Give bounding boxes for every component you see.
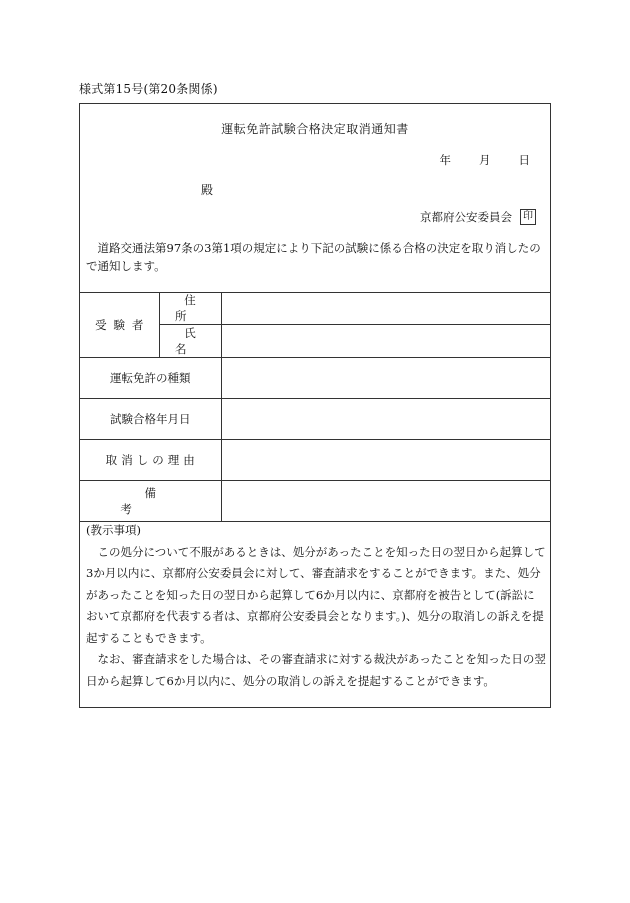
address-value[interactable] [221,292,550,325]
license-type-value[interactable] [221,358,550,399]
name-label: 氏名 [159,325,221,358]
notice-form [79,103,551,708]
date-line [440,152,531,168]
remarks-value[interactable] [221,481,550,522]
instructions-paragraph-2: なお、審査請求をした場合は、その審査請求に対する裁決があったことを知った日の翌日から起算して6か月以内に、処分の取消しの訴えを提起することができます。 [86,652,546,688]
pass-date-label: 試験合格年月日 [80,399,221,440]
instructions-paragraph-1: この処分について不服があるときは、処分があったことを知った日の翌日から起算して3か月以内に、京都府公安委員会に対して、審査請求をすることができます。また、処分があったことを知った日の翌日から起算して6か月以内に、京都府を被告として(訴訟において京都府を代表する者は、京都府公安委員会となります。)、処分の取消しの訴えを提起することもできます。 [86,544,546,645]
address-label: 住所 [159,292,221,325]
notice-header [80,104,550,293]
document-title: 運転免許試験合格決定取消通知書 [221,122,409,136]
remarks-label: 備考 [80,481,221,522]
issuer [420,209,536,225]
date-day-label: 日 [518,153,530,167]
pass-date-value[interactable] [221,399,550,440]
date-month-label: 月 [479,153,491,167]
form-number: 様式第15号(第20条関係) [79,82,218,96]
name-value[interactable] [221,325,550,358]
issuer-name: 京都府公安委員会 [420,210,512,224]
seal-mark: 印 [520,209,536,225]
instructions [86,520,546,692]
notice-body-text: 道路交通法第97条の3第1項の規定により下記の試験に係る合格の決定を取り消したので通知します。 [86,241,541,273]
instructions-heading: (教示事項) [86,523,141,537]
examinee-label: 受験者 [80,292,159,358]
date-year-label: 年 [439,153,451,167]
reason-value[interactable] [221,440,550,481]
addressee-suffix: 殿 [201,183,214,197]
fields-table [80,292,550,522]
license-type-label: 運転免許の種類 [80,358,221,399]
reason-label: 取消しの理由 [80,440,221,481]
